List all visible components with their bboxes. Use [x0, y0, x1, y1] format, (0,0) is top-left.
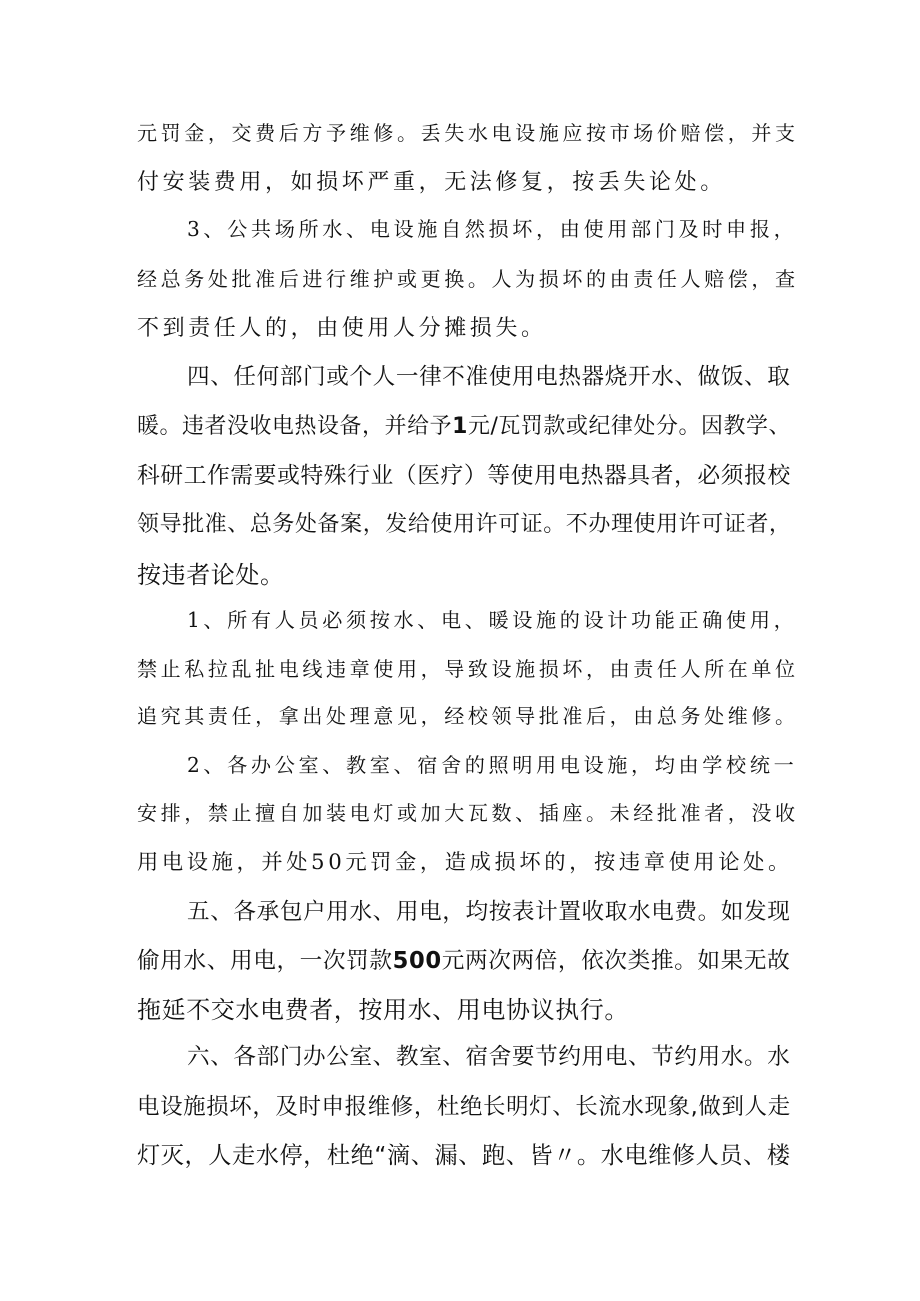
text-line — [137, 950, 790, 973]
text-line: 四、任何部门或个人一律不准使用电热器烧开水、做饭、取 — [187, 364, 791, 390]
text-line: 灯灭，人走水停，杜绝“滴、漏、跑、皆〃。水电维修人员、楼 — [137, 1143, 791, 1169]
text-run: 暖。违者没收电热设备，并给予 — [137, 414, 453, 439]
text-line: 禁止私拉乱扯电线违章使用，导致设施损坏，由责任人所在单位 — [137, 657, 799, 681]
text-line: 元罚金，交费后方予维修。丢失水电设施应按市场价赔偿，并支 — [137, 121, 799, 145]
text-line: 不到责任人的，由使用人分摊损失。 — [137, 316, 547, 341]
fine-amount: 500 — [392, 948, 442, 974]
text-run: 偷用水、用电，一次罚款 — [137, 948, 393, 974]
text-line: 经总务处批准后进行维护或更换。人为损坏的由责任人赔偿，查 — [137, 267, 799, 291]
text-line — [137, 416, 791, 438]
text-line: 安排，禁止擅自加装电灯或加大瓦数、插座。未经批准者，没收 — [137, 801, 799, 825]
text-line: 电设施损坏，及时申报维修，杜绝长明灯、长流水现象,做到人走 — [137, 1094, 791, 1120]
fine-amount: 1 — [452, 414, 468, 439]
text-line: 按违者论处。 — [137, 561, 285, 589]
text-line: 五、各承包户用水、用电，均按表计置收取水电费。如发现 — [187, 899, 791, 925]
text-line: 领导批准、总务处备案，发给使用许可证。不办理使用许可证者， — [137, 512, 792, 537]
text-line: 1、所有人员必须按水、电、暖设施的设计功能正确使用， — [187, 608, 798, 632]
text-line: 3、公共场所水、电设施自然损坏，由使用部门及时申报， — [187, 217, 798, 241]
text-line: 科研工作需要或特殊行业（医疗）等使用电热器具者，必须报校 — [137, 463, 791, 489]
text-line: 追究其责任，拿出处理意见，经校领导批准后，由总务处维修。 — [137, 704, 799, 728]
text-line: 付安装费用，如损坏严重，无法修复，按丢失论处。 — [137, 170, 726, 195]
text-run: 元两次两倍，依次类推。如果无故 — [441, 948, 791, 974]
text-line: 2、各办公室、教室、宿舍的照明用电设施，均由学校统一 — [187, 753, 798, 777]
text-line: 拖延不交水电费者，按用水、用电协议执行。 — [137, 996, 629, 1024]
text-run: 元/瓦罚款或纪律处分。因教学、 — [467, 414, 792, 439]
text-line: 用电设施，并处50元罚金，造成损坏的，按违章使用论处。 — [137, 850, 793, 875]
text-line: 六、各部门办公室、教室、宿舍要节约用电、节约用水。水 — [187, 1044, 791, 1070]
